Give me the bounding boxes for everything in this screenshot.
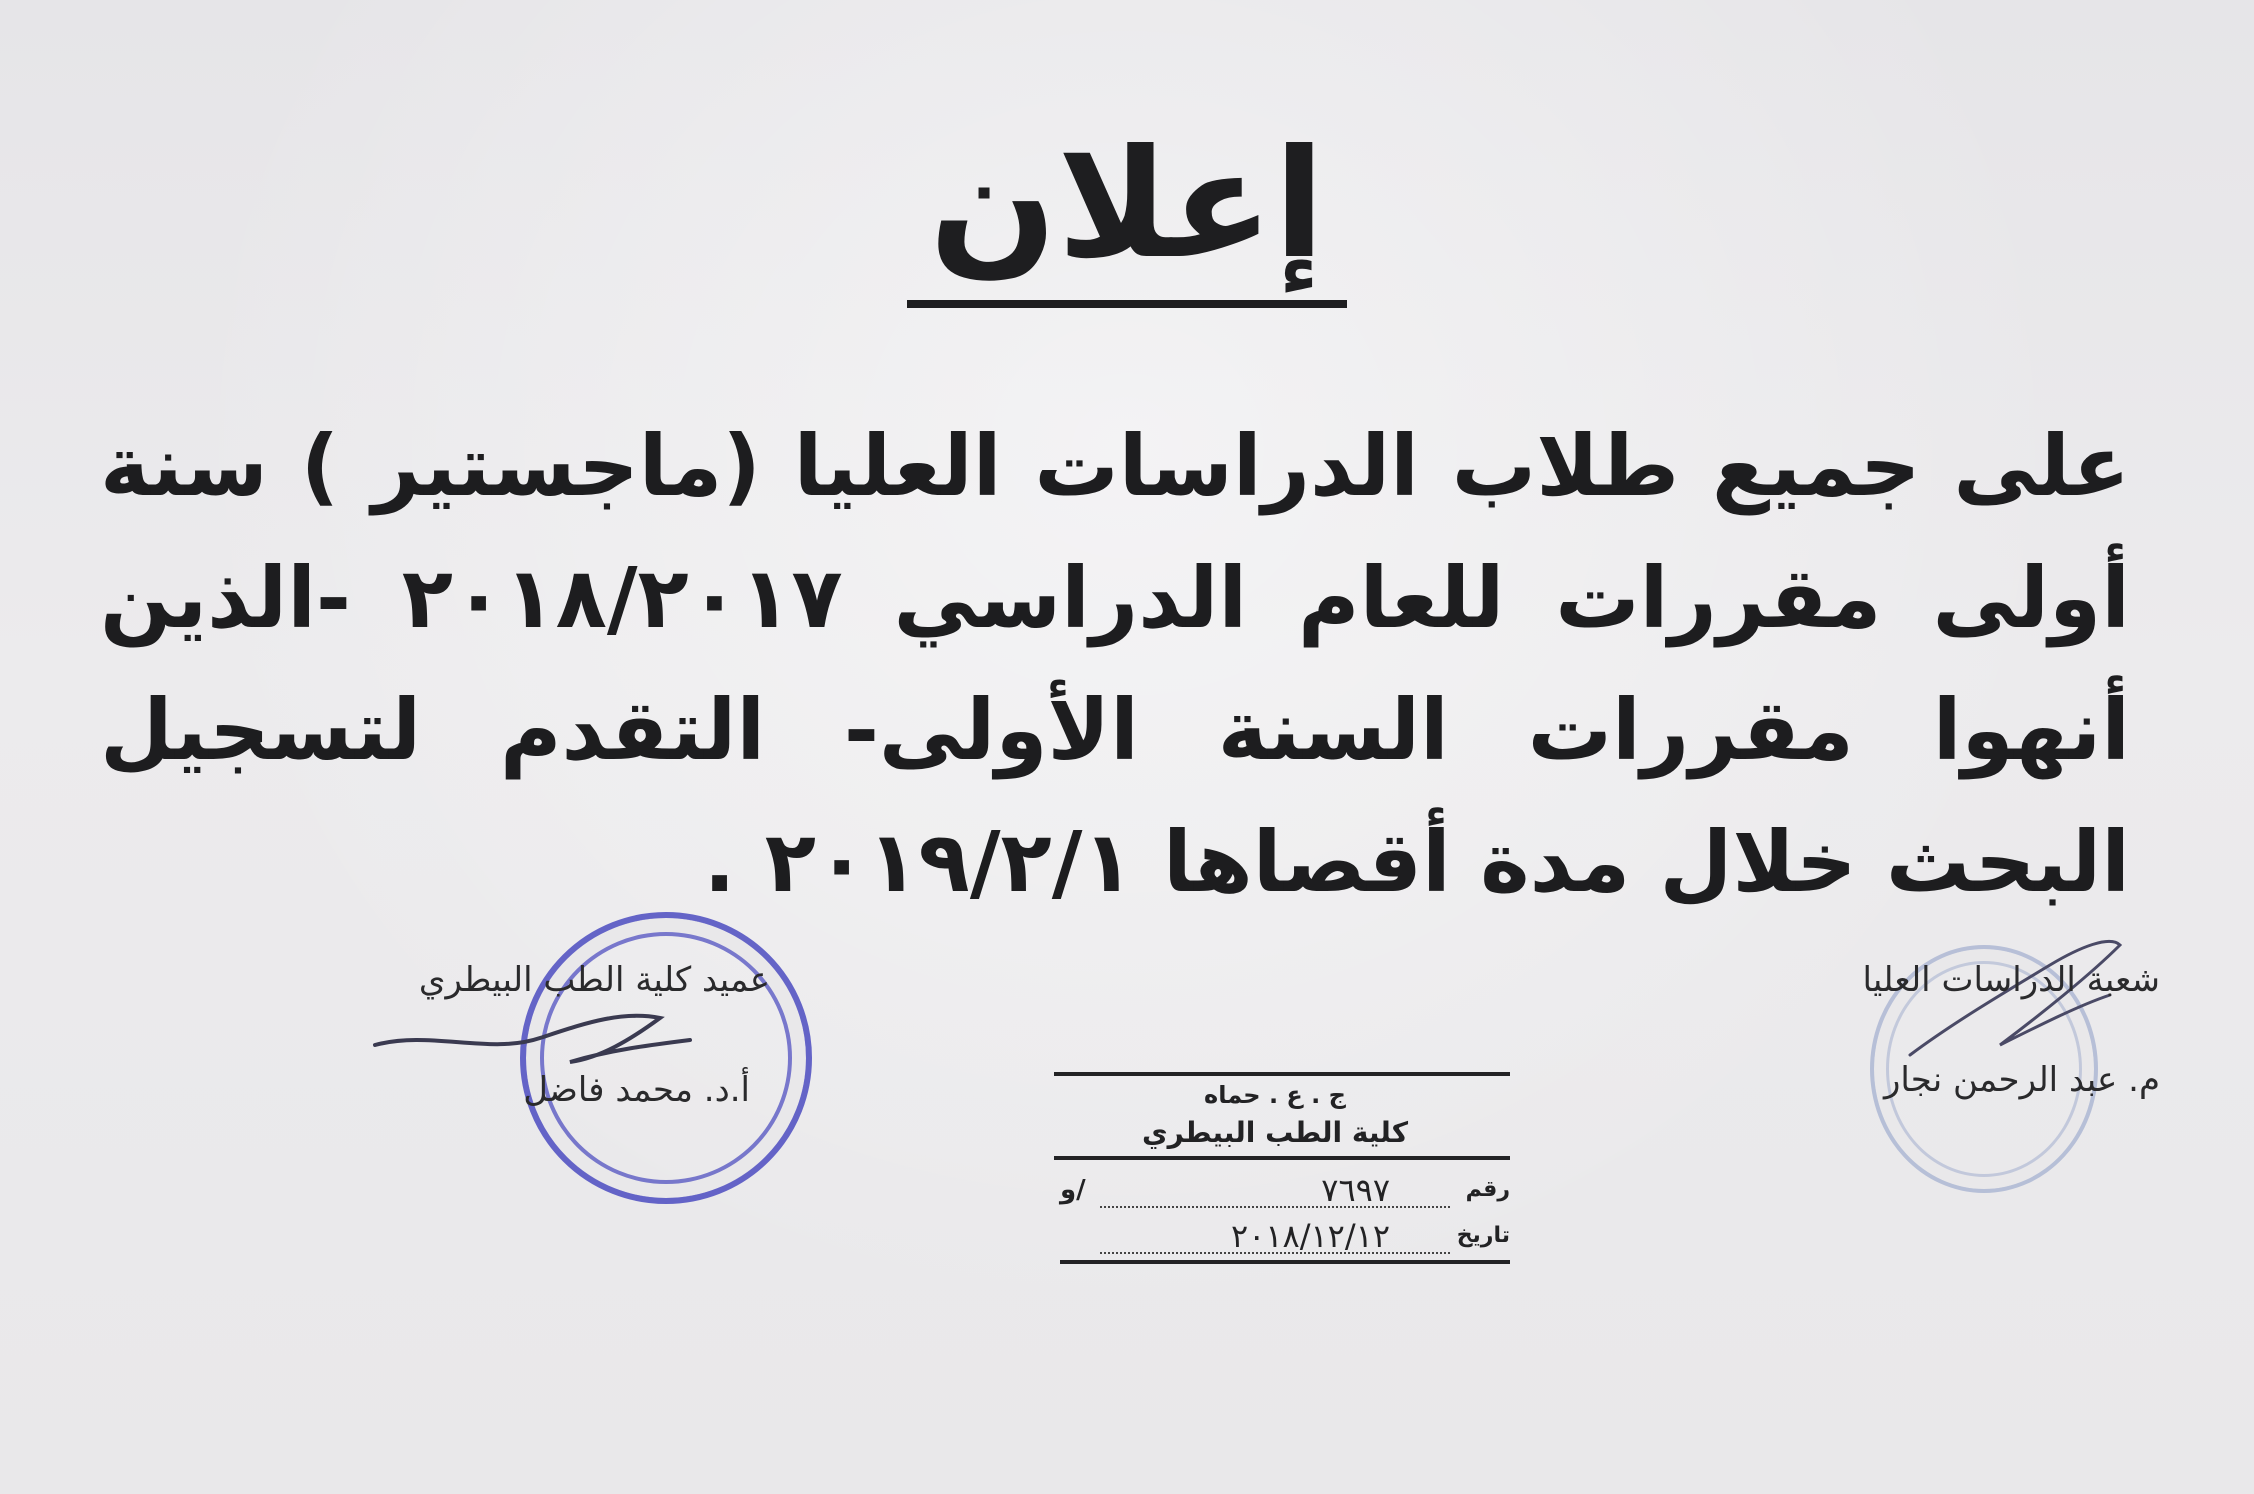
stamp-top-rule [1054,1072,1510,1076]
dean-name: أ.د. محمد فاضل [523,1070,750,1110]
stamp-line2: كلية الطب البيطري [1142,1116,1408,1149]
announcement-title: إعلان [907,110,1347,308]
division-title: شعبة الدراسات العليا [1862,960,2160,1000]
registration-stamp [1040,1052,1510,1270]
stamp-line1: ج . ع . حماه [1204,1081,1346,1109]
division-signature-block [1790,955,2170,1105]
announcement-body: على جميع طلاب الدراسات العليا (ماجستير ) سنة أولى مقررات للعام الدراسي ٢٠١٨/٢٠١٧ -الذين أنهوا مقررات السنة الأولى- التقدم لتسجيل البحث خلال مدة أقصاها ٢٠١٩/٢/١ . [100,417,2130,911]
stamp-middle-rule [1054,1156,1510,1160]
stamp-number-label: رقم [1465,1177,1510,1202]
stamp-date-dotted-line [1100,1252,1450,1254]
dean-signature-block [310,955,790,1115]
stamp-date-label: تاريخ [1456,1223,1510,1248]
division-name: م. عبد الرحمن نجار [1884,1060,2160,1100]
dean-title: عميد كلية الطب البيطري [418,960,770,1000]
announcement-title-container [0,110,2254,308]
stamp-number-dotted-line [1100,1206,1450,1208]
stamp-date-row [1040,1216,1510,1256]
stamp-date-value: ٢٠١٨/١٢/١٢ [1230,1217,1390,1255]
stamp-bottom-rule [1060,1260,1510,1264]
stamp-number-value: ٧٦٩٧ [1321,1171,1390,1209]
stamp-number-suffix: /و [1060,1175,1086,1205]
stamp-number-row [1040,1170,1510,1210]
